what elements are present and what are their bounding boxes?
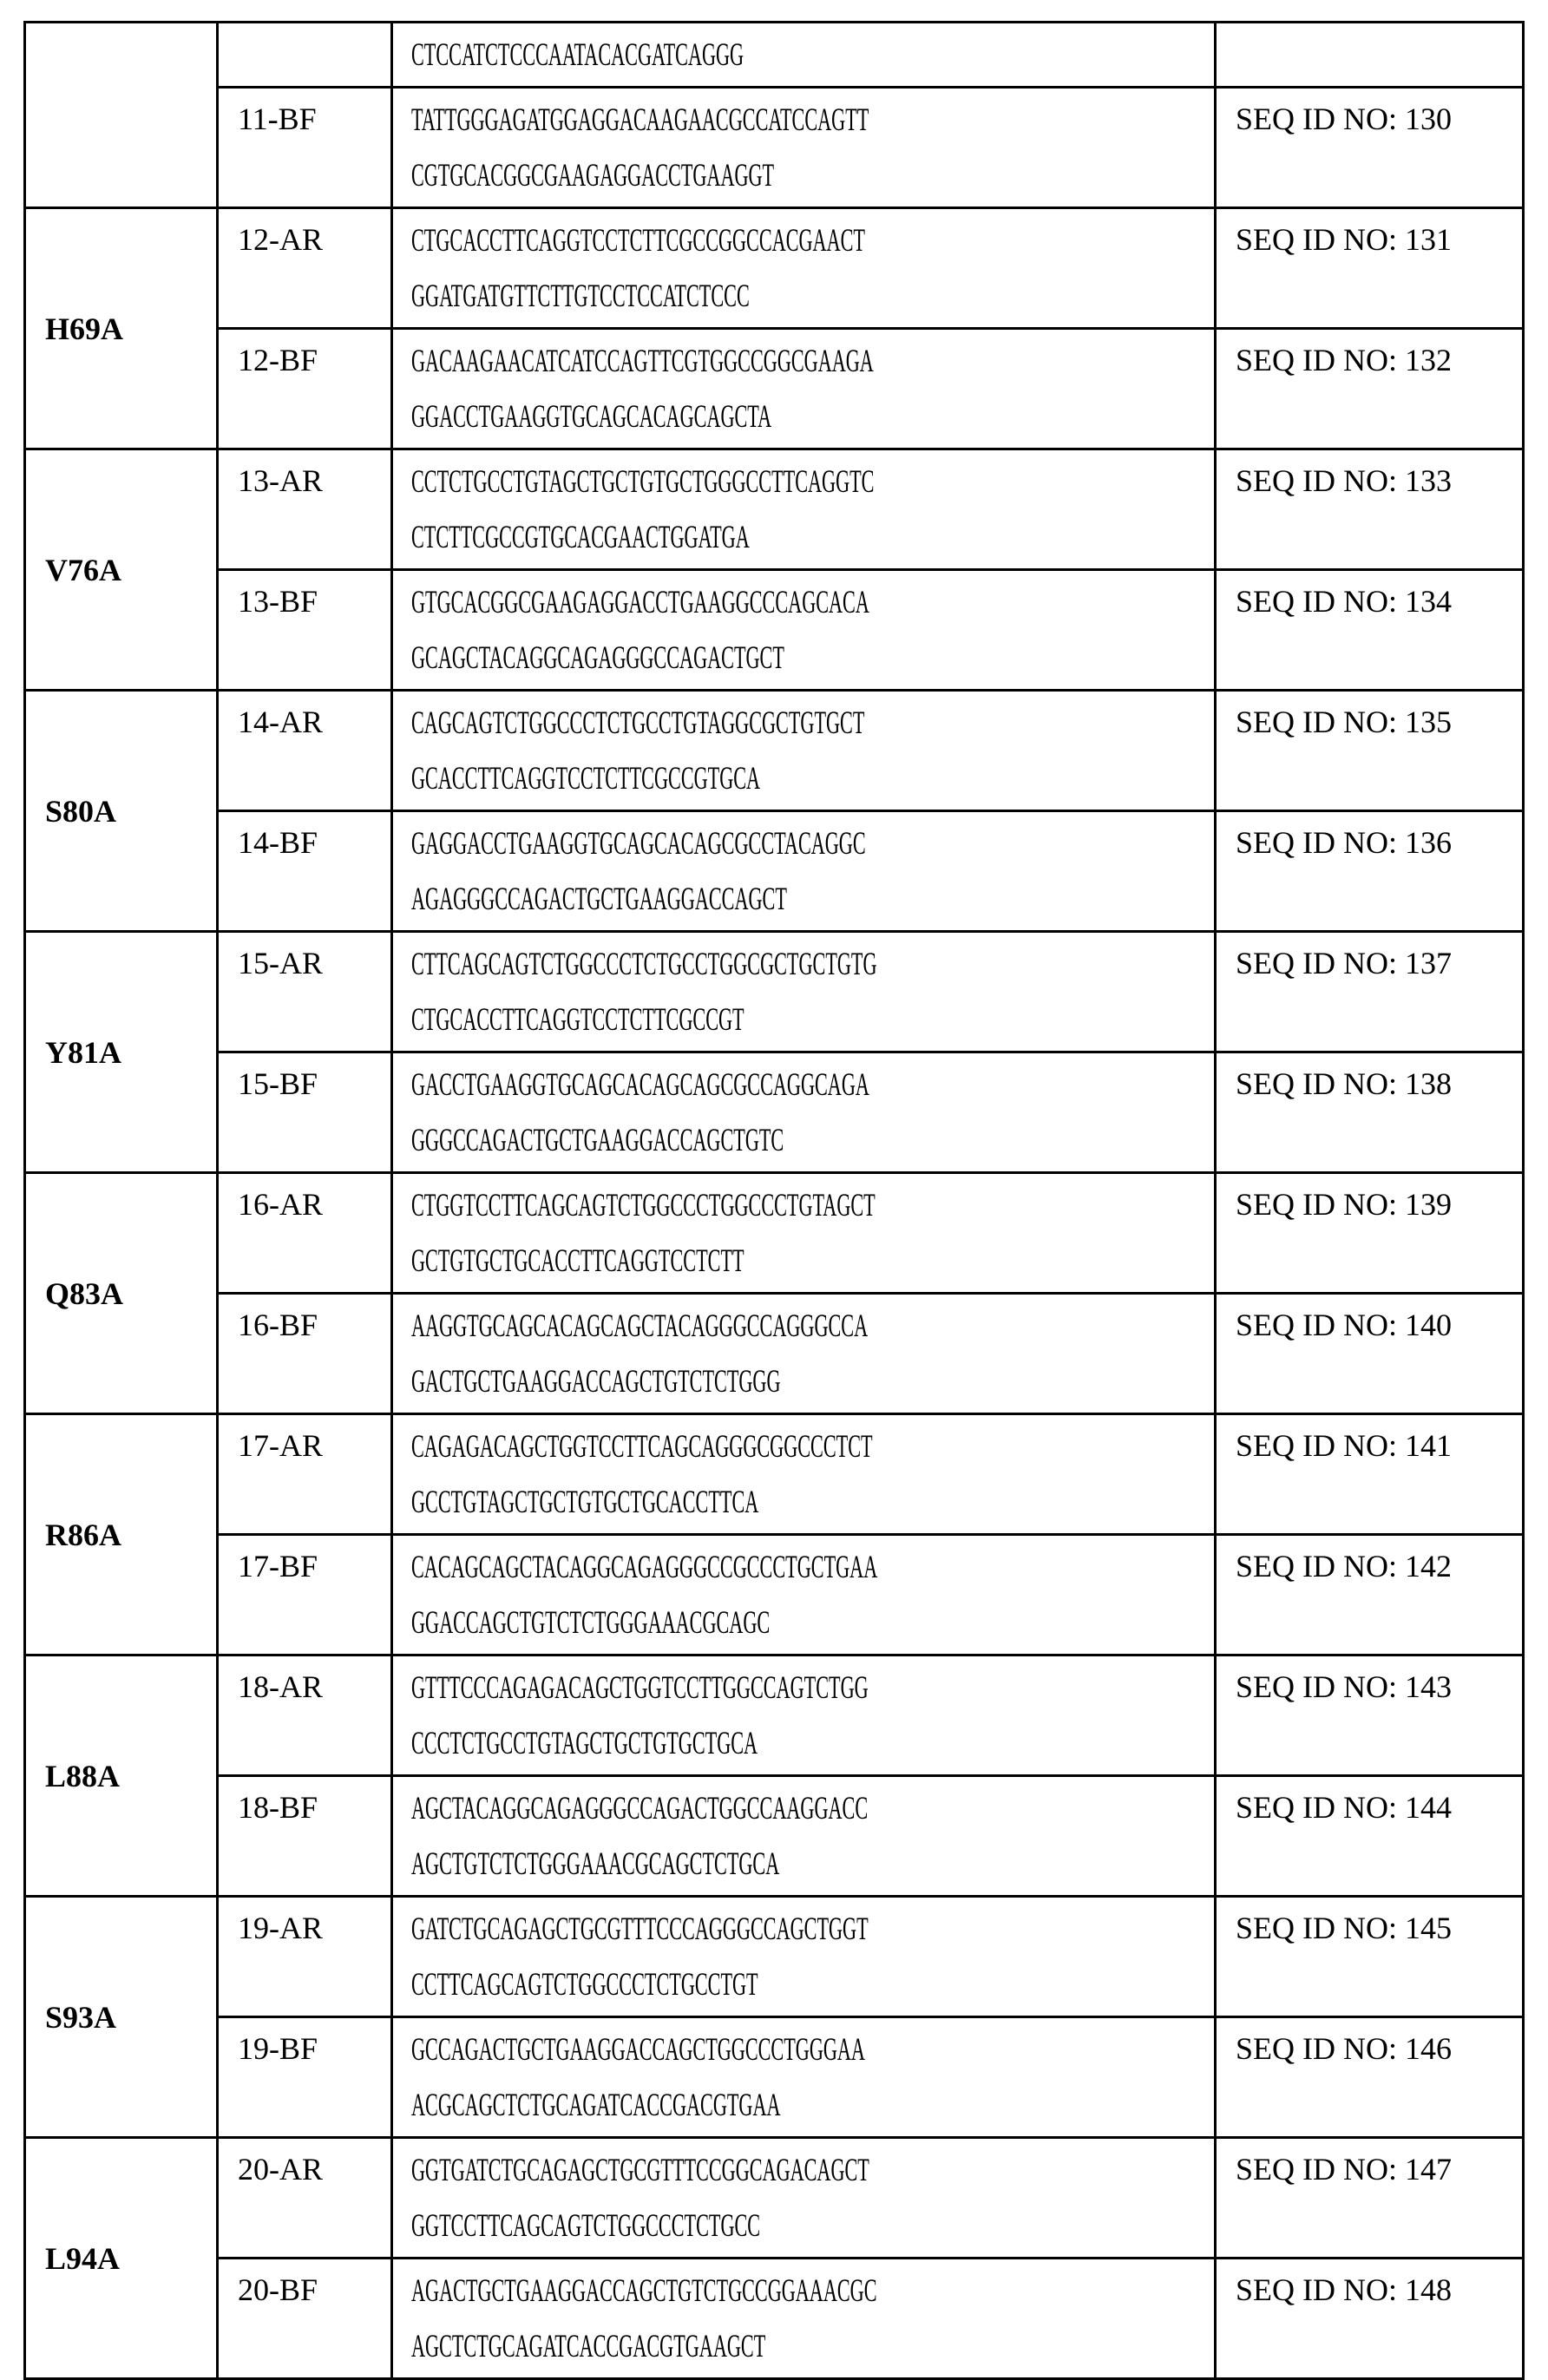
sequence-cell [392,88,1216,208]
seq-id-cell [1216,23,1524,88]
seq-id-cell: SEQ ID NO: 147 [1216,2138,1524,2259]
mutation-cell: Y81A [25,932,218,1173]
seq-id-cell: SEQ ID NO: 132 [1216,329,1524,449]
sequence-cell [392,1173,1216,1294]
sequence-line: AAGGTGCAGCACAGCAGCTACAGGGCCAGGGCCA [411,1301,1210,1357]
sequence-line: GAGGACCTGAAGGTGCAGCACAGCGCCTACAGGC [411,819,1210,875]
table-row [25,2138,1524,2259]
seq-id-cell: SEQ ID NO: 137 [1216,932,1524,1052]
sequence-cell [392,811,1216,932]
sequence-line: GACCTGAAGGTGCAGCACAGCAGCGCCAGGCAGA [411,1060,1210,1116]
mutation-cell: R86A [25,1414,218,1656]
primer-name-cell: 18-BF [218,1776,392,1897]
primer-name-cell: 13-BF [218,570,392,691]
primer-name-cell: 16-BF [218,1294,392,1414]
primer-name-cell: 12-BF [218,329,392,449]
primer-name-cell: 13-AR [218,449,392,570]
primer-name-cell: 19-AR [218,1897,392,2017]
sequence-cell [392,1294,1216,1414]
primer-name-cell: 18-AR [218,1656,392,1776]
sequence-line: GTGCACGGCGAAGAGGACCTGAAGGCCCAGCACA [411,578,1210,633]
seq-id-cell: SEQ ID NO: 134 [1216,570,1524,691]
seq-id-cell: SEQ ID NO: 130 [1216,88,1524,208]
table-row [25,208,1524,329]
sequence-line: GCAGCTACAGGCAGAGGGCCAGACTGCT [411,633,1210,689]
sequence-line: GGACCTGAAGGTGCAGCACAGCAGCTA [411,392,1210,448]
sequence-line: GGTGATCTGCAGAGCTGCGTTTCCGGCAGACAGCT [411,2146,1210,2201]
sequence-cell [392,23,1216,88]
sequence-line: CACAGCAGCTACAGGCAGAGGGCCGCCCTGCTGAA [411,1543,1210,1598]
sequence-cell [392,2017,1216,2138]
sequence-line: ACGCAGCTCTGCAGATCACCGACGTGAA [411,2081,1210,2136]
sequence-cell [392,2138,1216,2259]
sequence-line: GCCTGTAGCTGCTGTGCTGCACCTTCA [411,1478,1210,1533]
mutation-cell [25,23,218,208]
primer-table [23,21,1525,2380]
primer-name-cell: 20-BF [218,2259,392,2379]
sequence-line: CCCTCTGCCTGTAGCTGCTGTGCTGCA [411,1719,1210,1774]
primer-name-cell [218,23,392,88]
table-row [25,1535,1524,1656]
sequence-line: GGACCAGCTGTCTCTGGGAAACGCAGC [411,1598,1210,1654]
sequence-line: CTGCACCTTCAGGTCCTCTTCGCCGGCCACGAACT [411,216,1210,272]
seq-id-cell: SEQ ID NO: 143 [1216,1656,1524,1776]
sequence-line: CTCCATCTCCCAATACACGATCAGGG [411,30,1210,86]
mutation-cell: L94A [25,2138,218,2379]
sequence-line: AGCTCTGCAGATCACCGACGTGAAGCT [411,2322,1210,2377]
mutation-cell: V76A [25,449,218,691]
sequence-line: CTGCACCTTCAGGTCCTCTTCGCCGT [411,995,1210,1051]
sequence-cell [392,1535,1216,1656]
sequence-cell [392,1776,1216,1897]
sequence-line: CCTTCAGCAGTCTGGCCCTCTGCCTGT [411,1960,1210,2016]
sequence-cell [392,2259,1216,2379]
table-row [25,23,1524,88]
sequence-line: CTCTTCGCCGTGCACGAACTGGATGA [411,513,1210,568]
table-row [25,691,1524,811]
sequence-cell [392,932,1216,1052]
table-row [25,1052,1524,1173]
table-row [25,1776,1524,1897]
table-row [25,2017,1524,2138]
sequence-line: GTTTCCCAGAGACAGCTGGTCCTTGGCCAGTCTGG [411,1663,1210,1719]
sequence-line: CCTCTGCCTGTAGCTGCTGTGCTGGGCCTTCAGGTC [411,457,1210,513]
primer-name-cell: 14-BF [218,811,392,932]
sequence-cell [392,1052,1216,1173]
mutation-cell: Q83A [25,1173,218,1414]
primer-name-cell: 14-AR [218,691,392,811]
table-row [25,1656,1524,1776]
seq-id-cell: SEQ ID NO: 135 [1216,691,1524,811]
seq-id-cell: SEQ ID NO: 145 [1216,1897,1524,2017]
sequence-line: CTTCAGCAGTCTGGCCCTCTGCCTGGCGCTGCTGTG [411,940,1210,995]
table-row [25,570,1524,691]
sequence-line: AGACTGCTGAAGGACCAGCTGTCTGCCGGAAACGC [411,2266,1210,2322]
sequence-cell [392,1897,1216,2017]
primer-name-cell: 17-AR [218,1414,392,1535]
primer-table-body [25,23,1524,2379]
primer-name-cell: 19-BF [218,2017,392,2138]
primer-name-cell: 15-AR [218,932,392,1052]
sequence-line: GATCTGCAGAGCTGCGTTTCCCAGGGCCAGCTGGT [411,1905,1210,1960]
sequence-line: GCCAGACTGCTGAAGGACCAGCTGGCCCTGGGAA [411,2025,1210,2081]
primer-name-cell: 12-AR [218,208,392,329]
sequence-line: GCACCTTCAGGTCCTCTTCGCCGTGCA [411,754,1210,810]
sequence-line: TATTGGGAGATGGAGGACAAGAACGCCATCCAGTT [411,95,1210,151]
table-row [25,329,1524,449]
sequence-cell [392,691,1216,811]
sequence-cell [392,1656,1216,1776]
seq-id-cell: SEQ ID NO: 136 [1216,811,1524,932]
seq-id-cell: SEQ ID NO: 148 [1216,2259,1524,2379]
sequence-line: CTGGTCCTTCAGCAGTCTGGCCCTGGCCCTGTAGCT [411,1181,1210,1236]
seq-id-cell: SEQ ID NO: 139 [1216,1173,1524,1294]
seq-id-cell: SEQ ID NO: 144 [1216,1776,1524,1897]
mutation-cell: H69A [25,208,218,449]
primer-name-cell: 15-BF [218,1052,392,1173]
sequence-line: GGGCCAGACTGCTGAAGGACCAGCTGTC [411,1116,1210,1171]
sequence-line: CGTGCACGGCGAAGAGGACCTGAAGGT [411,151,1210,207]
table-row [25,1414,1524,1535]
sequence-line: AGAGGGCCAGACTGCTGAAGGACCAGCT [411,875,1210,930]
seq-id-cell: SEQ ID NO: 146 [1216,2017,1524,2138]
sequence-cell [392,329,1216,449]
sequence-line: GACAAGAACATCATCCAGTTCGTGGCCGGCGAAGA [411,337,1210,392]
sequence-line: CAGCAGTCTGGCCCTCTGCCTGTAGGCGCTGTGCT [411,698,1210,754]
sequence-line: AGCTGTCTCTGGGAAACGCAGCTCTGCA [411,1839,1210,1895]
seq-id-cell: SEQ ID NO: 133 [1216,449,1524,570]
mutation-cell: S80A [25,691,218,932]
seq-id-cell: SEQ ID NO: 141 [1216,1414,1524,1535]
sequence-cell [392,570,1216,691]
sequence-cell [392,1414,1216,1535]
table-row [25,2259,1524,2379]
table-row [25,932,1524,1052]
seq-id-cell: SEQ ID NO: 142 [1216,1535,1524,1656]
sequence-line: CAGAGACAGCTGGTCCTTCAGCAGGGCGGCCCTCT [411,1422,1210,1478]
seq-id-cell: SEQ ID NO: 140 [1216,1294,1524,1414]
sequence-line: AGCTACAGGCAGAGGGCCAGACTGGCCAAGGACC [411,1784,1210,1839]
sequence-line: GCTGTGCTGCACCTTCAGGTCCTCTT [411,1236,1210,1292]
sequence-line: GGTCCTTCAGCAGTCTGGCCCTCTGCC [411,2201,1210,2257]
primer-name-cell: 17-BF [218,1535,392,1656]
primer-name-cell: 16-AR [218,1173,392,1294]
seq-id-cell: SEQ ID NO: 131 [1216,208,1524,329]
table-row [25,449,1524,570]
table-row [25,811,1524,932]
mutation-cell: L88A [25,1656,218,1897]
table-row [25,1294,1524,1414]
table-row [25,1173,1524,1294]
table-row [25,88,1524,208]
primer-name-cell: 11-BF [218,88,392,208]
sequence-cell [392,208,1216,329]
table-row [25,1897,1524,2017]
sequence-line: GACTGCTGAAGGACCAGCTGTCTCTGGG [411,1357,1210,1413]
mutation-cell: S93A [25,1897,218,2138]
sequence-line: GGATGATGTTCTTGTCCTCCATCTCCC [411,272,1210,327]
primer-name-cell: 20-AR [218,2138,392,2259]
sequence-cell [392,449,1216,570]
seq-id-cell: SEQ ID NO: 138 [1216,1052,1524,1173]
